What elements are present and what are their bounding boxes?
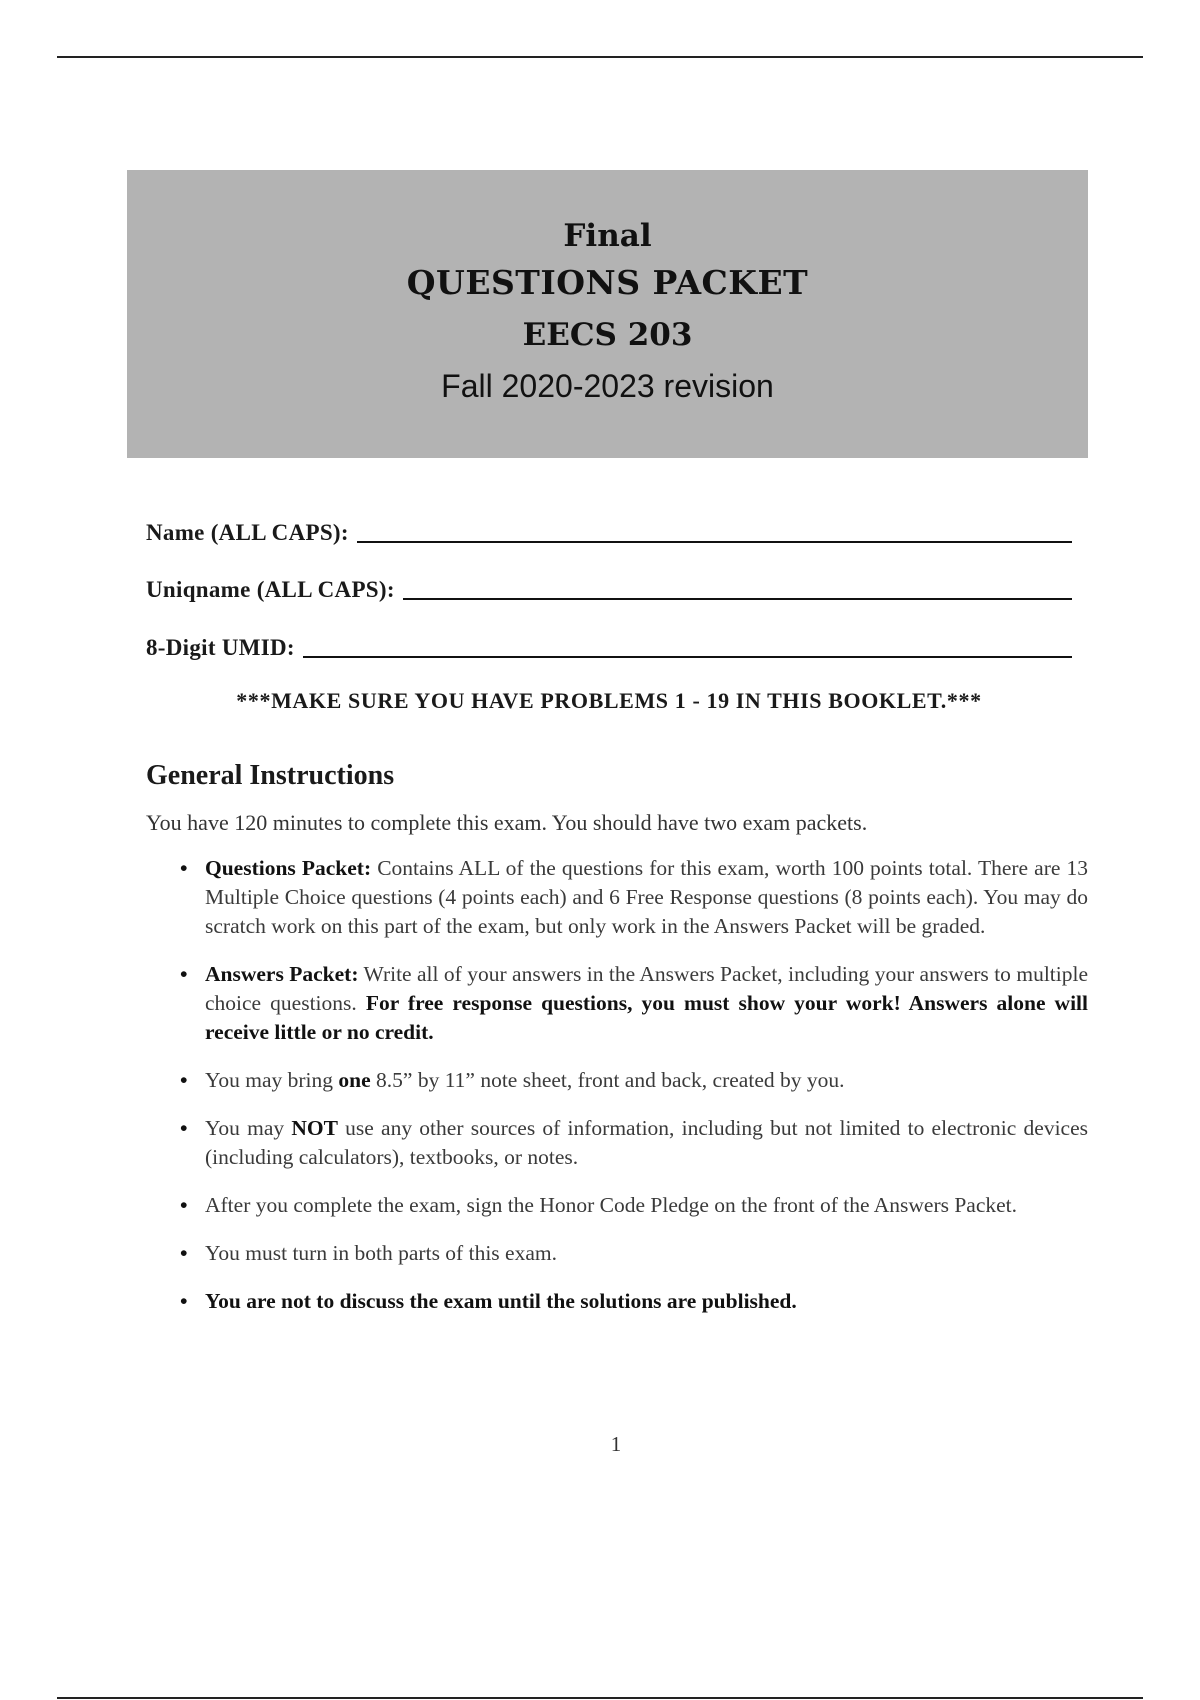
bullet-icon: • <box>180 1241 188 1265</box>
top-rule <box>57 56 1143 58</box>
name-field <box>146 514 1072 546</box>
list-item <box>146 1191 1088 1220</box>
list-item <box>146 854 1088 941</box>
item-text-post: use any other sources of information, including but not limited to electronic devices (including calculators), textbooks, or notes. <box>205 1116 1088 1169</box>
bullet-icon: • <box>180 856 188 880</box>
item-text-post: 8.5” by 11” note sheet, front and back, created by you. <box>370 1068 845 1092</box>
list-item <box>146 1239 1088 1268</box>
page-number: 1 <box>610 1432 622 1456</box>
item-text: You must turn in both parts of this exam. <box>205 1241 557 1265</box>
instructions-heading: General Instructions <box>146 760 395 791</box>
booklet-warning: ***MAKE SURE YOU HAVE PROBLEMS 1 - 19 IN THIS BOOKLET.*** <box>236 688 982 713</box>
item-text-pre: You may <box>205 1116 292 1140</box>
bottom-rule <box>57 1697 1143 1699</box>
item-text: After you complete the exam, sign the Honor Code Pledge on the front of the Answers Packet. <box>205 1193 1018 1217</box>
umid-blank-line <box>303 655 1072 658</box>
bullet-icon: • <box>180 1116 188 1140</box>
item-bold: one <box>338 1068 371 1092</box>
uniqname-field <box>146 571 1072 603</box>
bullet-icon: • <box>180 1068 188 1092</box>
name-label: Name (ALL CAPS): <box>146 520 349 545</box>
instructions-intro: You have 120 minutes to complete this exam. You should have two exam packets. <box>146 810 868 835</box>
item-lead: Answers Packet: <box>205 962 359 986</box>
item-lead: Questions Packet: <box>205 856 372 880</box>
item-emphasis: For free response questions, you must show your work! Answers alone will receive little or no credit. <box>205 991 1089 1044</box>
umid-field <box>146 629 1072 661</box>
uniqname-label: Uniqname (ALL CAPS): <box>146 577 395 602</box>
title-block <box>127 170 1088 458</box>
course-title: EECS 203 <box>522 317 693 353</box>
bullet-icon: • <box>180 1289 188 1313</box>
item-text-pre: You may bring <box>205 1068 339 1092</box>
list-item <box>146 960 1088 1047</box>
item-text: Write all of your answers in the Answers Packet, including your answers to multiple choice questions. <box>205 962 1089 1015</box>
exam-type-title: Final <box>563 218 652 254</box>
bullet-icon: • <box>180 1193 188 1217</box>
bullet-icon: • <box>180 962 188 986</box>
list-item <box>146 1066 1088 1095</box>
name-blank-line <box>357 540 1072 543</box>
item-text: Contains ALL of the questions for this exam, worth 100 points total. There are 13 Multiple Choice questions (4 points each) and 6 Free Response questions (8 points each). You may do scratch work on this part of the exam, but only work in the Answers Packet will be graded. <box>205 856 1088 938</box>
term-title: Fall 2020-2023 revision <box>441 368 774 404</box>
umid-label: 8-Digit UMID: <box>146 635 295 660</box>
item-text: You are not to discuss the exam until the solutions are published. <box>205 1289 797 1313</box>
item-bold: NOT <box>291 1116 338 1140</box>
uniqname-blank-line <box>403 597 1072 600</box>
list-item <box>146 1287 1088 1316</box>
instructions-list <box>146 854 1088 1335</box>
packet-title: QUESTIONS PACKET <box>406 263 809 302</box>
list-item <box>146 1114 1088 1172</box>
